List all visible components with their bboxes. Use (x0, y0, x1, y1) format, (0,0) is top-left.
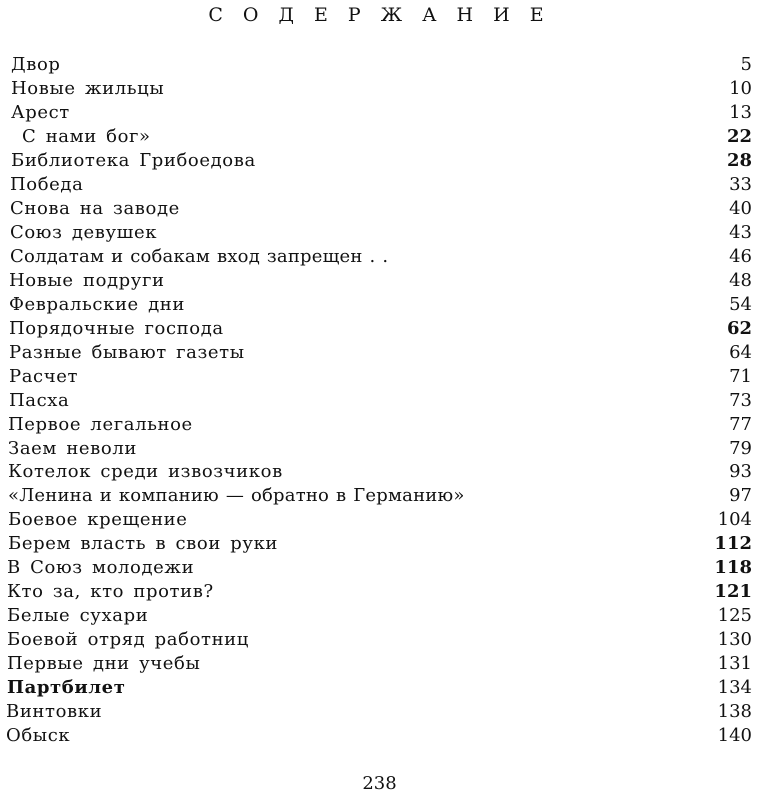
toc-entry-title: Солдатам и собакам вход запрещен . . (10, 245, 389, 267)
toc-entry-page: 33 (729, 173, 752, 195)
toc-entry-page: 138 (717, 701, 752, 723)
toc-entry-page: 28 (726, 149, 752, 171)
toc-entry-title: Новые подруги (9, 269, 165, 291)
toc-entry-page: 13 (729, 101, 752, 123)
toc-entry (0, 389, 759, 413)
toc-entry-title: Союз девушек (10, 221, 158, 243)
page-number: 238 (362, 773, 397, 794)
toc-entry-title: Первые дни учебы (7, 653, 201, 675)
toc-entry-title: Партбилет (7, 677, 126, 699)
toc-entry-page: 64 (729, 341, 752, 363)
toc-entry (0, 508, 759, 532)
toc-entry-page: 134 (717, 677, 752, 699)
toc-entry-title: Боевой отряд работниц (7, 629, 249, 651)
toc-entry-page: 118 (714, 557, 752, 579)
toc-entry-page: 10 (729, 77, 752, 99)
toc-entry-page: 130 (717, 629, 752, 651)
toc-entry-page: 54 (729, 293, 752, 315)
toc-entry-title: В Союз молодежи (7, 557, 195, 579)
toc-entry (0, 484, 759, 508)
toc-entry-page: 77 (729, 413, 752, 435)
toc-entry-title: Порядочные господа (9, 317, 224, 339)
toc-entry (0, 293, 759, 317)
toc-entry-title: Винтовки (6, 701, 103, 723)
toc-entry-page: 104 (717, 509, 752, 531)
toc-entry-title: Двор (11, 54, 61, 75)
toc-entry (0, 724, 759, 748)
toc-entry-page: 97 (729, 485, 752, 507)
toc-entry-title: Пасха (9, 389, 70, 411)
toc-entry-title: Расчет (9, 365, 79, 387)
toc-entry (0, 269, 759, 293)
toc-entry-title: Обыск (6, 725, 71, 747)
toc-entry (0, 221, 759, 245)
toc-entry-page: 43 (729, 221, 752, 243)
toc-entry-page: 22 (726, 125, 752, 147)
toc-entry-page: 40 (729, 197, 752, 219)
toc-entry (0, 341, 759, 365)
toc-entry (0, 532, 759, 556)
toc-entry-title: Снова на заводе (10, 197, 180, 219)
toc-entry-title: Новые жильцы (11, 77, 165, 99)
toc-entry-page: 5 (740, 54, 752, 75)
toc-entry-title: Арест (11, 101, 70, 123)
toc-entry (0, 173, 759, 197)
toc-entry-title: Заем неволи (8, 437, 137, 459)
toc-entry (0, 556, 759, 580)
toc-entry-title: Котелок среди извозчиков (8, 461, 283, 483)
toc-entry (0, 580, 759, 604)
toc-entry-title: «Ленина и компанию — обратно в Германию» (8, 485, 465, 507)
toc-entry (0, 460, 759, 484)
toc-entry (0, 53, 759, 77)
toc-entry-page: 93 (729, 461, 752, 483)
toc-entry (0, 652, 759, 676)
toc-entry (0, 77, 759, 101)
toc-entry (0, 676, 759, 700)
toc-entry-title: Разные бывают газеты (9, 341, 245, 363)
toc-entry-title: Первое легальное (8, 413, 193, 435)
toc-entry (0, 700, 759, 724)
toc-entry-page: 46 (729, 245, 752, 267)
toc-entry (0, 125, 759, 149)
toc-entry-page: 62 (726, 317, 752, 339)
toc-entry (0, 413, 759, 437)
toc-entry (0, 317, 759, 341)
toc-entry-title: Боевое крещение (8, 509, 188, 531)
toc-entry-page: 121 (714, 581, 752, 603)
toc-entry-page: 131 (717, 653, 752, 675)
toc-entry (0, 101, 759, 125)
toc-entry-title: Библиотека Грибоедова (11, 149, 256, 171)
toc-entry-page: 48 (729, 269, 752, 291)
toc-entry-title: Берем власть в свои руки (8, 533, 279, 555)
toc-entry (0, 149, 759, 173)
toc-entry-title: Февральские дни (9, 293, 185, 315)
toc-entry-title: С нами бог» (22, 125, 151, 147)
toc-entry (0, 197, 759, 221)
toc-entry-page: 112 (714, 533, 752, 555)
toc-entry (0, 365, 759, 389)
toc-entry-page: 73 (729, 389, 752, 411)
toc-entry (0, 628, 759, 652)
toc-entry-title: Кто за, кто против? (7, 581, 214, 603)
toc-entry-page: 140 (717, 725, 752, 747)
table-of-contents (0, 53, 759, 748)
toc-entry (0, 245, 759, 269)
toc-entry-title: Победа (10, 173, 84, 195)
toc-entry (0, 437, 759, 461)
toc-entry (0, 604, 759, 628)
contents-heading: С О Д Е Р Ж А Н И Е (208, 4, 551, 26)
toc-entry-title: Белые сухари (7, 605, 149, 627)
toc-entry-page: 125 (717, 605, 752, 627)
toc-entry-page: 71 (729, 365, 752, 387)
toc-entry-page: 79 (729, 437, 752, 459)
